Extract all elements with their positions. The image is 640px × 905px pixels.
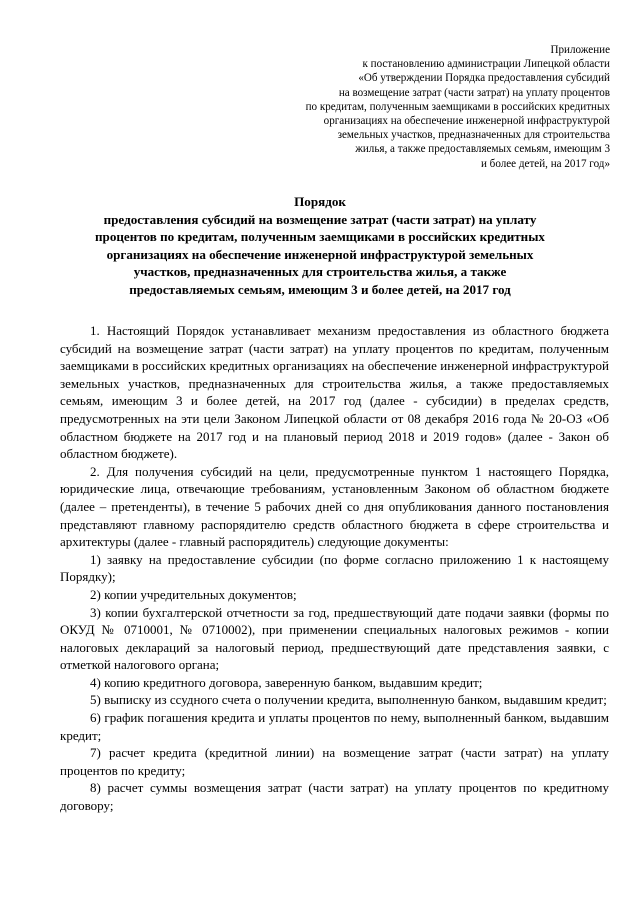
appendix-line: к постановлению администрации Липецкой области xyxy=(362,58,610,71)
appendix-line: Приложение xyxy=(550,44,610,56)
list-item: 6) график погашения кредита и уплаты процентов по нему, выполненный банком, выдавшим кредит; xyxy=(60,710,609,743)
paragraph: 2. Для получения субсидий на цели, предусмотренные пунктом 1 настоящего Порядка, юридические лица, отвечающие требованиям, установленным Законом об областном бюджете (далее – претенденты), в течение 5 рабочих дней со дня опубликования данного постановления представляют главному распорядителю средств областного бюджета в сфере строительства и архитектуры (далее - главный распорядитель) следующие документы: xyxy=(60,463,609,550)
title-line: процентов по кредитам, полученным заемщиками в российских кредитных xyxy=(95,229,545,245)
appendix-header xyxy=(250,43,610,171)
list-item: 5) выписку из ссудного счета о получении кредита, выполненную банком, выдавшим кредит; xyxy=(90,692,607,708)
title-line: предоставления субсидий на возмещение затрат (части затрат) на уплату xyxy=(103,211,537,227)
appendix-line: и более детей, на 2017 год» xyxy=(480,157,610,170)
document-body xyxy=(60,322,609,815)
appendix-line: на возмещение затрат (части затрат) на уплату процентов xyxy=(338,86,610,99)
document-title xyxy=(60,193,580,299)
appendix-line: земельных участков, предназначенных для строительства xyxy=(337,129,610,142)
list-item: 1) заявку на предоставление субсидии (по форме согласно приложению 1 к настоящему Порядку); xyxy=(60,551,609,585)
title-line: организациях на обеспечение инженерной инфраструктурой земельных xyxy=(106,246,534,262)
title-line: Порядок xyxy=(294,194,346,209)
list-item: 3) копии бухгалтерской отчетности за год, предшествующий дате подачи заявки (формы по ОКУД № 0710001, № 0710002), при применении специальных налоговых режимов - копии налоговых деклараций за налоговый период, предшествующий дате представления заявки, с отметкой налогового органа; xyxy=(60,604,609,673)
list-item: 7) расчет кредита (кредитной линии) на возмещение затрат (части затрат) на уплату процентов по кредиту; xyxy=(60,745,609,778)
list-item: 2) копии учредительных документов; xyxy=(90,586,297,602)
paragraph: 1. Настоящий Порядок устанавливает механизм предоставления из областного бюджета субсидий на возмещение затрат (части затрат) на уплату процентов по кредитам, полученным заемщиками в российских кредитных организациях на обеспечение инженерной инфраструктурой земельных участков, предназначенных для строительства жилья, а также предоставляемых семьям, имеющим 3 и более детей, на 2017 год (далее - субсидии) в пределах средств, предусмотренных на эти цели Законом Липецкой области от 08 декабря 2016 года № 20-ОЗ «Об областном бюджете на 2017 год и на плановый период 2018 и 2019 годов» (далее - Закон об областном бюджете). xyxy=(60,323,609,462)
title-line: предоставляемых семьям, имеющим 3 и более детей, на 2017 год xyxy=(129,281,511,297)
list-item: 4) копию кредитного договора, заверенную банком, выдавшим кредит; xyxy=(90,674,483,690)
list-item: 8) расчет суммы возмещения затрат (части затрат) на уплату процентов по кредитному договору; xyxy=(60,780,609,814)
appendix-line: организациях на обеспечение инженерной инфраструктурой xyxy=(323,115,610,128)
appendix-line: по кредитам, полученным заемщиками в российских кредитных xyxy=(305,100,610,113)
appendix-line: «Об утверждении Порядка предоставления субсидий xyxy=(358,72,610,85)
title-line: участков, предназначенных для строительства жилья, а также xyxy=(133,264,507,280)
appendix-line: жилья, а также предоставляемых семьям, имеющим 3 xyxy=(355,143,610,156)
